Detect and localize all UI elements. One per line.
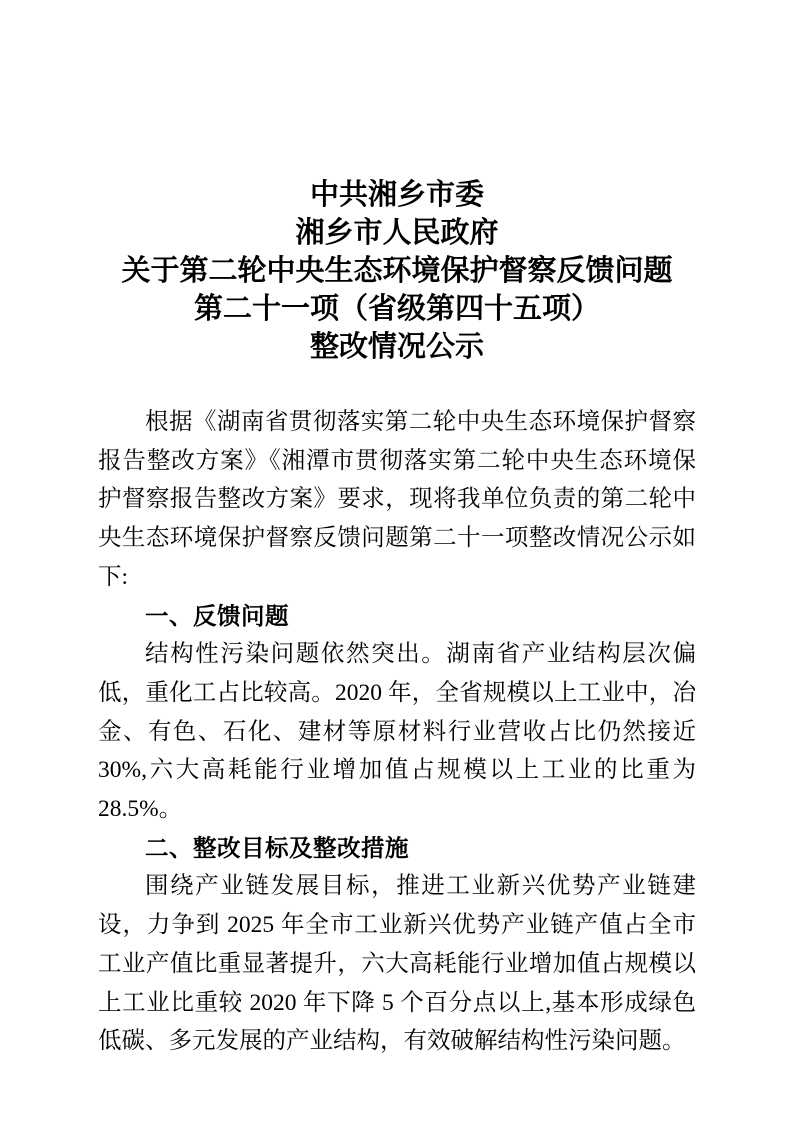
title-line-item-number: 第二十一项（省级第四十五项） [193,293,600,325]
document-content-area [98,176,696,1061]
section-heading-feedback-issue: 一、反馈问题 [145,602,289,629]
title-line-subject: 关于第二轮中央生态环境保护督察反馈问题 [121,255,673,287]
paragraph-feedback-issue: 结构性污染问题依然突出。湖南省产业结构层次偏低，重化工占比较高。2020 年，全省规模以上工业中，冶金、有色、石化、建材等原材料行业营收占比仍然接近 30%,六大高耗能行业增加值占规模以上工业的比重为 28.5%。 [98,641,696,823]
paragraph-rectification: 围绕产业链发展目标，推进工业新兴优势产业链建设，力争到 2025 年全市工业新兴优势产业链产值占全市工业产值比重显著提升，六大高耗能行业增加值占规模以上工业比重较 2020 年下降 5 个百分点以上,基本形成绿色低碳、多元发展的产业结构，有效破解结构性污染问题。 [98,873,696,1055]
paragraph-intro: 根据《湖南省贯彻落实第二轮中央生态环境保护督察报告整改方案》《湘潭市贯彻落实第二轮中央生态环境保护督察报告整改方案》要求，现将我单位负责的第二轮中央生态环境保护督察反馈问题第二十一项整改情况公示如下: [98,409,696,590]
title-line-notice-type: 整改情况公示 [309,331,484,363]
title-line-government: 湘乡市人民政府 [295,217,499,249]
document-body [98,403,696,1061]
title-line-committee: 中共湘乡市委 [309,179,484,211]
section-heading-rectification: 二、整改目标及整改措施 [145,834,409,861]
document-title [98,176,696,366]
